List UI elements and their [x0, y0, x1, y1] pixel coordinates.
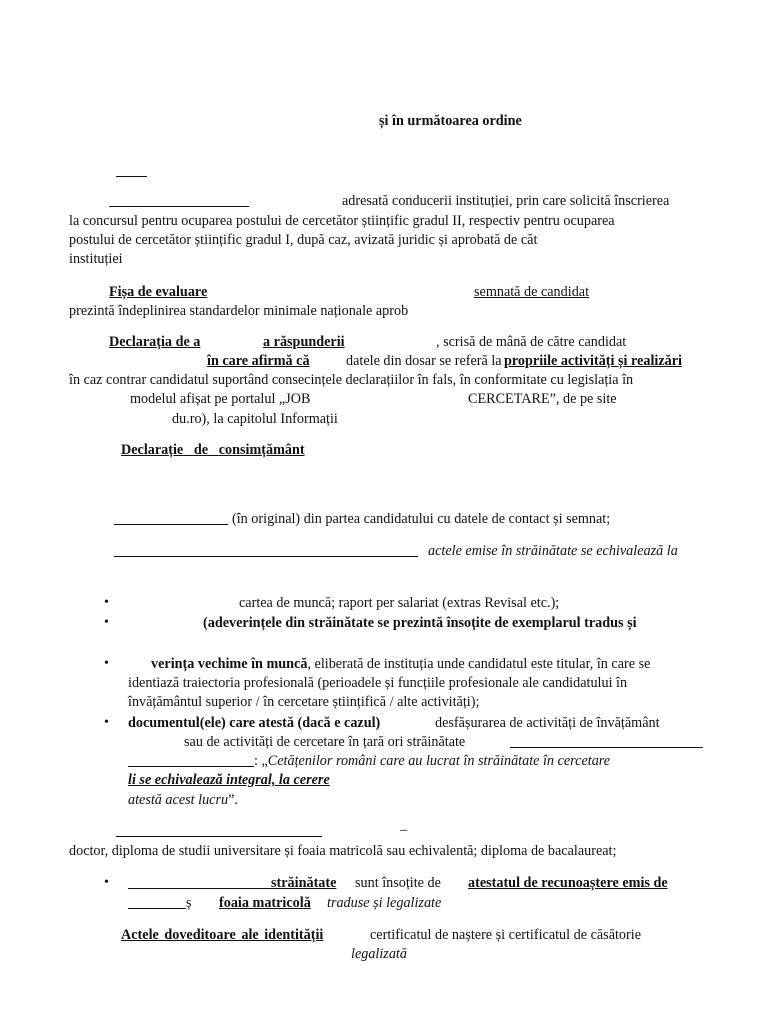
declaration-title-part-2: a răspunderii: [263, 334, 345, 350]
bullet-icon: •: [104, 656, 109, 671]
seniority-line-1: [151, 655, 650, 673]
request-line-1: adresată conducerii instituției, prin care solicită înscrierea: [342, 193, 670, 209]
abroad-word: străinătate: [271, 875, 337, 891]
identity-certificates: certificatul de naștere și certificatul de căsătorie: [370, 927, 641, 943]
transcript: foaia matricolă: [219, 895, 311, 911]
consent-word-2: de: [193, 442, 209, 458]
documents-quote-open: : „: [254, 753, 268, 769]
bullet-work-record: cartea de muncă; raport per salariat (extras Revisal etc.);: [239, 595, 560, 611]
declaration-line-3: în caz contrar candidatul suportând consecințele declarațiilor în fals, în conformitate cu legislația în: [69, 372, 634, 388]
declaration-line-4b: CERCETARE”, de pe site: [468, 391, 617, 407]
bullet-icon: •: [104, 595, 109, 610]
blank-line: [109, 192, 249, 207]
declaration-title-part-1: Declarația de a: [109, 334, 201, 350]
and-word: ș: [186, 895, 192, 911]
seniority-rest: , eliberată de instituția unde candidatul este titular, în care se: [307, 656, 651, 672]
blank-line: [114, 510, 228, 525]
diplomas-line: doctor, diploma de studii universitare și foaia matricolă sau echivalentă; diploma de bacalaureat;: [69, 843, 617, 859]
request-line-3: postului de cercetător științific gradul I, după caz, avizată juridic și aprobată de căt: [69, 232, 538, 248]
seniority-title: verința vechime în muncă: [151, 656, 308, 672]
documents-line-5: [128, 791, 238, 809]
declaration-own-activities: propriile activități și realizări: [504, 353, 682, 369]
documents-line-3: [254, 752, 610, 770]
blank-line: [510, 733, 703, 748]
accompanied-by: sunt însoțite de: [355, 875, 441, 891]
bullet-icon: •: [104, 615, 109, 630]
short-rule: [116, 176, 147, 177]
seniority-line-2: identiază traiectoria profesională (perioadele și funcțiile profesionale ale candidatului în: [128, 675, 628, 691]
declaration-line-4a: modelul afișat pe portalul „JOB: [130, 391, 311, 407]
documents-title: documentul(ele) care atestă (dacă e cazul): [128, 715, 381, 731]
request-line-2: la concursul pentru ocuparea postului de cercetător științific gradul II, respectiv pentru ocuparea: [69, 213, 615, 229]
blank-line: [128, 874, 271, 889]
blank-line: [114, 542, 418, 557]
documents-attests: atestă acest lucru: [128, 792, 229, 808]
declaration-refers: datele din dosar se referă la: [346, 353, 502, 369]
documents-line-4: li se echivalează integral, la cerere: [128, 772, 330, 788]
original-copy-line: (în original) din partea candidatului cu datele de contact și semnat;: [232, 511, 611, 527]
consent-word-1: Declarație: [121, 442, 184, 458]
abroad-equivalence: actele emise în străinătate se echivalează la: [428, 543, 678, 559]
bullet-foreign-certificates: (adeverințele din străinătate se prezintă însoțite de exemplarul tradus și: [203, 615, 637, 631]
documents-line-2: sau de activități de cercetare în țară ori străinătate: [184, 734, 466, 750]
evaluation-sheet-line-2: prezintă îndeplinirea standardelor minimale naționale aprob: [69, 303, 409, 319]
documents-rest: desfășurarea de activități de învățământ: [435, 715, 660, 731]
consent-title: [121, 441, 305, 459]
section-heading: și în următoarea ordine: [379, 113, 522, 129]
evaluation-sheet-title: Fișa de evaluare: [109, 284, 208, 300]
request-line-4: instituției: [69, 251, 123, 267]
declaration-affirms: în care afirmă că: [207, 353, 310, 369]
bullet-icon: •: [104, 875, 109, 890]
consent-word-3: consimțământ: [218, 442, 305, 458]
signed-by-candidate: semnată de candidat: [474, 284, 590, 300]
translated-legalized: traduse și legalizate: [327, 895, 442, 911]
blank-line: [128, 894, 186, 909]
identity-documents-title: Actele doveditoare ale identității: [121, 927, 324, 943]
seniority-line-3: învățământul superior / în cercetare științifică / alte activități);: [128, 694, 480, 710]
documents-quote-close: ”.: [228, 792, 238, 808]
blank-line: [128, 752, 254, 767]
legalized-word: legalizată: [351, 946, 407, 962]
recognition-certificate: atestatul de recunoaștere emis de: [468, 875, 668, 891]
blank-line: [116, 822, 322, 837]
bullet-icon: •: [104, 715, 109, 730]
dash: –: [400, 822, 408, 838]
documents-quote-text: Cetățenilor români care au lucrat în străinătate în cercetare: [267, 753, 611, 769]
declaration-handwritten: , scrisă de mână de către candidat: [436, 334, 627, 350]
declaration-line-5: du.ro), la capitolul Informații: [172, 411, 338, 427]
